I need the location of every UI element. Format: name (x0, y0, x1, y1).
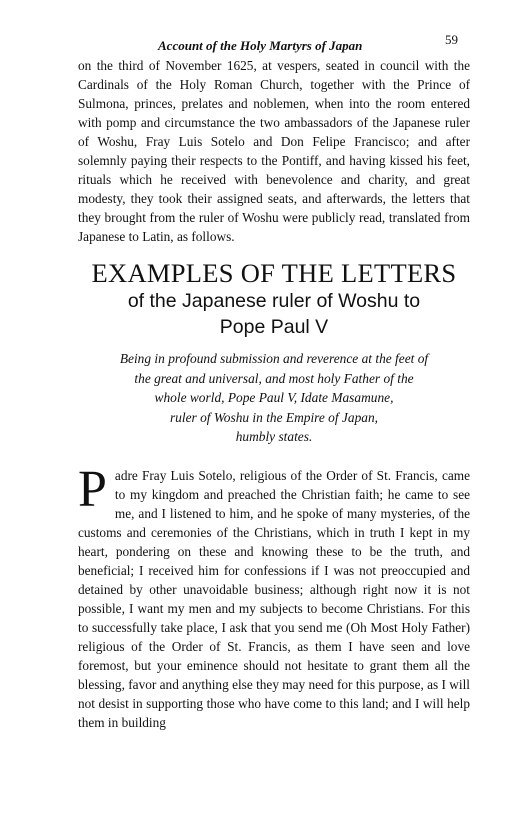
text-line: entered with pomp and circumstance the two ambassadors of the (78, 96, 470, 130)
salutation-line: whole world, Pope Paul V, Idate Masamune, (154, 390, 394, 405)
text-line: ruler of Woshu were publicly read, translated from Japanese to (78, 210, 471, 244)
text-line: on the third of November 1625, at vespers, seated in council with (78, 58, 449, 73)
page-number: 59 (445, 32, 458, 47)
text-line: although right now it is not possible, I want my men and my subjects (78, 581, 471, 616)
section-subheading-line-1: of the Japanese ruler of Woshu to (127, 290, 421, 312)
text-line: not preoccupied and detained by other unavoidable business; (78, 562, 471, 597)
text-line: benevolence and charity, and great modesty, they took their (78, 172, 470, 206)
letter-paragraph (78, 460, 471, 732)
text-line: came to see me, and I listened to him, and he spoke of many (114, 486, 471, 521)
salutation-line: ruler of Woshu in the Empire of Japan, (169, 409, 379, 425)
running-header (78, 30, 470, 56)
text-line: Francisco; and after solemnly paying their respects to the Pontiff, (78, 134, 470, 168)
text-line: came to my kingdom and preached the Christian faith; he (114, 467, 470, 502)
text-line: to become Christians. For this to successfully take place, I ask that (78, 600, 470, 635)
text-line: of Sulmona, princes, prelates and noblemen, when into the room (78, 77, 471, 111)
text-line: those who have come to this land; and I will help them in building (78, 695, 470, 730)
text-line: Japanese ruler of Woshu, Fray Luis Sotelo and Don Felipe (78, 115, 470, 149)
text-line: in truth I kept in my heart, pondering on these and knowing these to (78, 524, 470, 559)
text-line: assigned seats, and afterwards, the letters that they brought from the (78, 191, 470, 225)
salutation-line: the great and universal, and most holy Father of the (134, 370, 414, 386)
text-line: and having kissed his feet, rituals which he received with (78, 153, 470, 187)
text-line: else they may need for this purpose, as I will not desist in supporting (78, 676, 470, 711)
text-line: the Cardinals of the Holy Roman Church, together with the Prince (78, 58, 470, 92)
salutation-block (78, 349, 470, 447)
text-line: mysteries, of the customs and ceremonies of the Christians, which (78, 505, 470, 540)
text-line: you send me (Oh Most Holy Father) religious of the Order of St. (78, 619, 470, 654)
running-title: Account of the Holy Martyrs of Japan (158, 38, 363, 53)
text-line: should not hesitate to grant them all the blessing, favor and anything (78, 657, 471, 692)
section-heading: EXAMPLES OF THE LETTERS (91, 258, 457, 288)
intro-paragraph (78, 56, 470, 246)
text-line: adre Fray Luis Sotelo, religious of the Order of St. Francis, (114, 467, 438, 483)
salutation-line: humbly states. (235, 429, 313, 444)
text-line: Francis, as them I have seen and love foremost, but your eminence (78, 638, 470, 673)
salutation-line: Being in profound submission and reverence at the feet of (119, 351, 429, 366)
text-line: be the truth, and beneficial; I received him for confessions if I was (78, 543, 470, 578)
book-page (78, 30, 470, 732)
drop-cap: P (78, 460, 107, 518)
text-line: Latin, as follows. (142, 229, 235, 244)
letter-body (78, 460, 471, 732)
section-subheading-line-2: Pope Paul V (219, 316, 329, 338)
